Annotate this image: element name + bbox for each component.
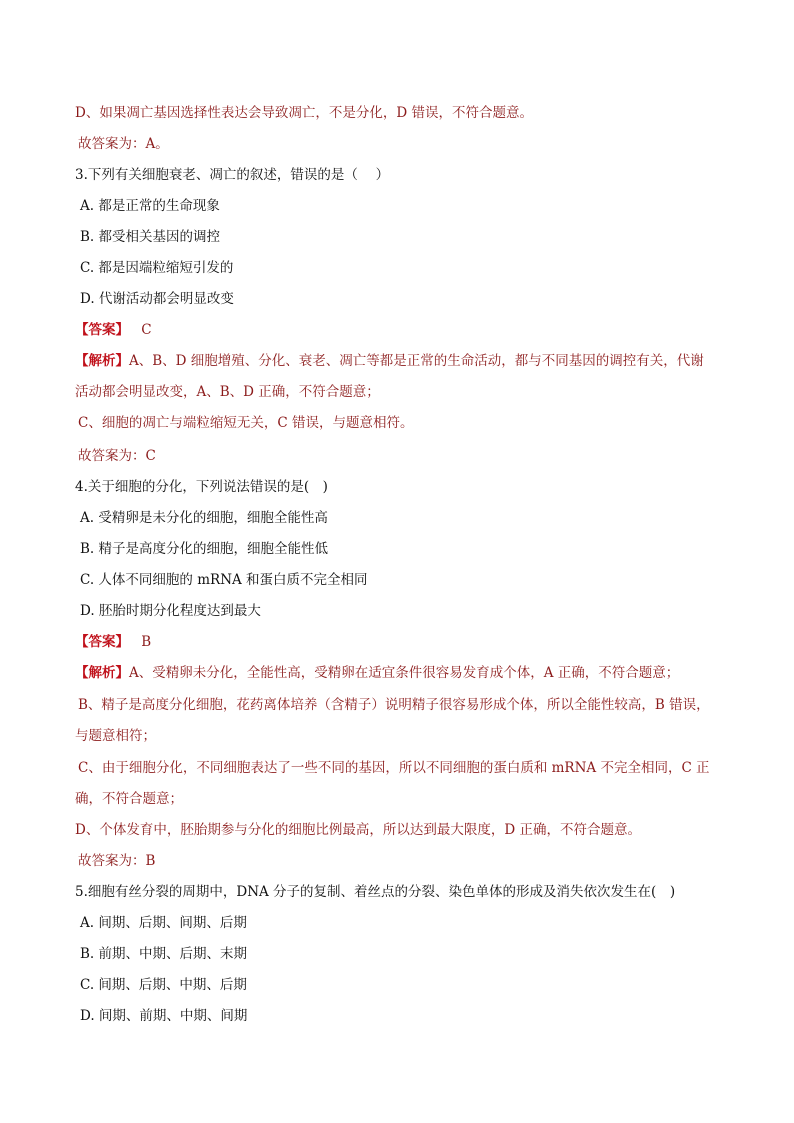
- q4-option-a: A. 受精卵是未分化的细胞，细胞全能性高: [80, 510, 328, 526]
- q3-option-d: D. 代谢活动都会明显改变: [80, 291, 234, 307]
- q5-option-b: B. 前期、中期、后期、末期: [80, 946, 248, 962]
- q4-analysis-line-1: [75, 663, 735, 683]
- q4-analysis-line-3: 与题意相符；: [75, 728, 156, 744]
- q4-option-b: B. 精子是高度分化的细胞，细胞全能性低: [80, 541, 329, 557]
- q5-option-d: D. 间期、前期、中期、间期: [80, 1008, 248, 1024]
- q4-stem: 4.关于细胞的分化，下列说法错误的是( ): [75, 479, 328, 495]
- q4-analysis-line-5: 确，不符合题意；: [75, 791, 183, 807]
- analysis-label: 【解析】: [75, 665, 129, 681]
- q3-final-answer: 故答案为：C: [78, 448, 156, 464]
- q5-option-c: C. 间期、后期、中期、后期: [80, 977, 247, 993]
- answer-value: C: [141, 322, 152, 338]
- q3-option-b: B. 都受相关基因的调控: [80, 229, 221, 245]
- q3-stem: 3.下列有关细胞衰老、凋亡的叙述，错误的是（ ）: [75, 167, 390, 183]
- q3-analysis-line-1: [75, 351, 735, 371]
- q3-analysis-line-3: C、细胞的凋亡与端粒缩短无关，C 错误，与题意相符。: [78, 415, 414, 431]
- q4-analysis-line-6: D、个体发育中，胚胎期参与分化的细胞比例最高，所以达到最大限度，D 正确，不符合题意。: [75, 822, 641, 838]
- q3-answer: [75, 320, 735, 340]
- q3-option-a: A. 都是正常的生命现象: [80, 198, 220, 214]
- q5-option-a: A. 间期、后期、间期、后期: [80, 915, 247, 931]
- answer-label: 【答案】: [75, 322, 129, 338]
- q4-answer: [75, 632, 735, 652]
- q3-option-c: C. 都是因端粒缩短引发的: [80, 260, 234, 276]
- q4-option-d: D. 胚胎时期分化程度达到最大: [80, 603, 261, 619]
- q4-option-c: C. 人体不同细胞的 mRNA 和蛋白质不完全相同: [80, 572, 368, 588]
- analysis-text: A、受精卵未分化，全能性高，受精卵在适宜条件很容易发育成个体，A 正确，不符合题意；: [129, 665, 680, 681]
- analysis-text: A、B、D 细胞增殖、分化、衰老、凋亡等都是正常的生命活动，都与不同基因的调控有关，代谢: [129, 353, 704, 369]
- answer-label: 【答案】: [75, 634, 129, 650]
- q2-final-answer: 故答案为：A。: [78, 136, 169, 152]
- q3-analysis-line-2: 活动都会明显改变，A、B、D 正确，不符合题意；: [75, 384, 380, 400]
- q5-stem: 5.细胞有丝分裂的周期中，DNA 分子的复制、着丝点的分裂、染色单体的形成及消失依次发生在( ): [75, 884, 676, 900]
- q4-analysis-line-2: B、精子是高度分化细胞，花药离体培养（含精子）说明精子很容易形成个体，所以全能性较高，B 错误，: [78, 697, 710, 713]
- answer-value: B: [141, 634, 152, 650]
- q2-d-analysis: D、如果凋亡基因选择性表达会导致凋亡，不是分化，D 错误，不符合题意。: [75, 105, 533, 121]
- analysis-label: 【解析】: [75, 353, 129, 369]
- q4-analysis-line-4: C、由于细胞分化，不同细胞表达了一些不同的基因，所以不同细胞的蛋白质和 mRNA 不完全相同，C 正: [78, 760, 710, 776]
- q4-final-answer: 故答案为：B: [78, 853, 156, 869]
